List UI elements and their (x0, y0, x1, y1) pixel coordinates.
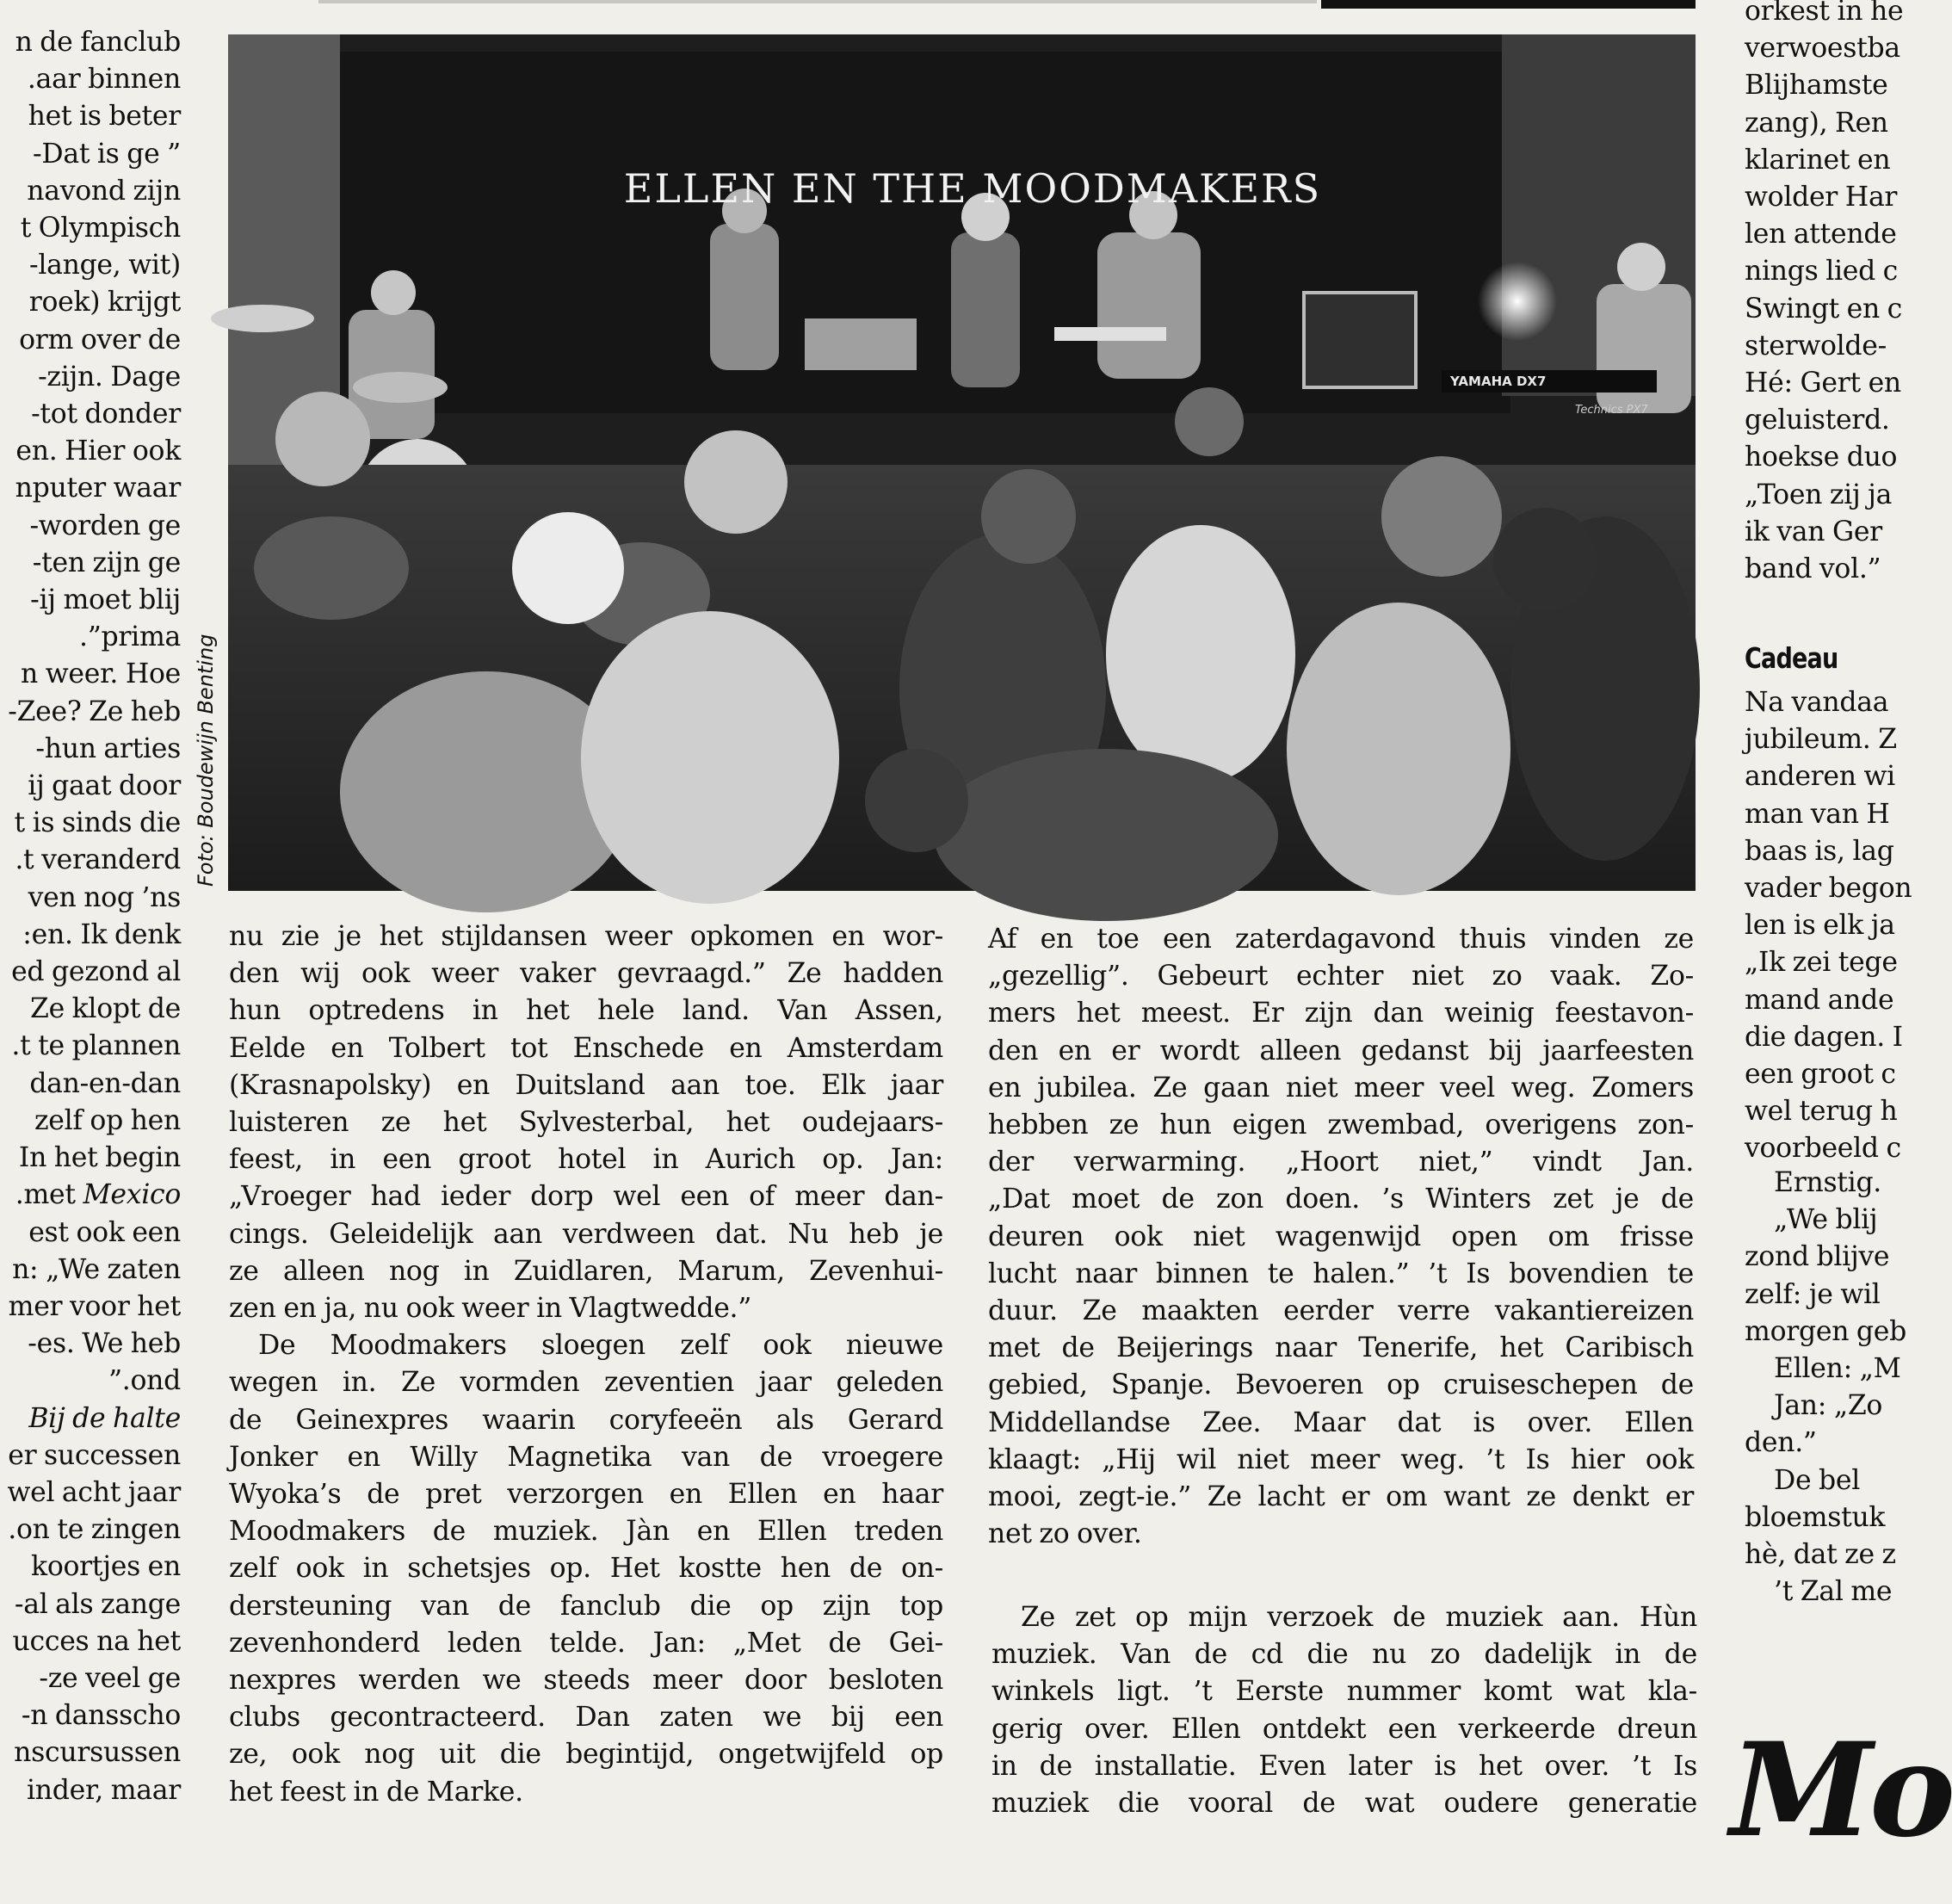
left-column-line: (lange, wit- (28, 250, 181, 281)
left-column-line: n weer. Hoe (21, 658, 181, 690)
right-column-bottom-line: jubileum. Z (1745, 724, 1897, 756)
middle-column-3-line: in de installatie. Even later is het over. ’t Is (991, 1750, 1697, 1782)
middle-column-1-line: zelf ook in schetsjes op. Het kostte hen de on- (229, 1553, 943, 1585)
middle-column-1-line: zen en ja, nu ook weer in Vlagtwedde.” (229, 1293, 752, 1325)
middle-column-2-line: net zo over. (988, 1518, 1142, 1550)
middle-column-3-line: gerig over. Ellen ontdekt een verkeerde dreun (991, 1713, 1697, 1745)
right-column-bottom2-line: bloemstuk (1745, 1501, 1886, 1533)
middle-column-2-line: hebben ze hun eigen zwembad, overigens zon- (988, 1110, 1694, 1141)
middle-column-1-line: ze alleen nog in Zuidlaren, Marum, Zevenhui- (229, 1255, 943, 1287)
middle-column-1-line: Wyoka’s de pret verzorgen en Ellen en haar (229, 1479, 943, 1511)
left-column-line: aar binnen. (27, 64, 181, 96)
right-column-bottom2-line: morgen geb (1745, 1315, 1906, 1347)
left-column-line: ij gaat door (28, 770, 181, 802)
middle-column-2-line: duur. Ze maakten eerder verre vakantiereizen (988, 1295, 1694, 1327)
right-column-bottom-line: mand ande (1745, 984, 1894, 1016)
middle-column-1-line: nu zie je het stijldansen weer opkomen en wor- (229, 921, 943, 952)
left-column-line: t is sinds die (14, 807, 181, 839)
left-column-line: Ze klopt de (29, 993, 181, 1025)
right-column-bottom2-line: „We blij (1774, 1204, 1878, 1236)
right-column-bottom2-line: zelf: je wil (1745, 1278, 1881, 1310)
middle-column-3-line: Ze zet op mijn verzoek de muziek aan. Hùn (1021, 1602, 1697, 1633)
left-column-line: t te plannen. (11, 1030, 181, 1062)
middle-column-1-line: den wij ook weer vaker gevraagd.” Ze hadden (229, 958, 943, 990)
right-column-bottom2-line: De bel (1774, 1464, 1860, 1496)
right-column-bottom-line: voorbeeld c (1745, 1133, 1901, 1165)
left-column-line: tot donder- (31, 399, 181, 430)
left-column-line: zijn. Dage- (38, 361, 181, 393)
middle-column-3-line: muziek die vooral de wat oudere generatie (991, 1788, 1697, 1820)
left-column-line: ond.” (108, 1365, 181, 1397)
middle-column-1-line: zevenhonderd leden telde. Jan: „Met de Gei- (229, 1627, 943, 1659)
left-column-line: inder, maar (27, 1774, 181, 1806)
left-column-line: worden ge- (29, 510, 181, 541)
middle-column-2 (988, 921, 1694, 1553)
right-column-top-line: orkest in he (1745, 0, 1904, 27)
right-column-top-line: nings lied c (1745, 256, 1899, 287)
section-heading-cadeau: Cadeau (1745, 641, 1838, 675)
left-column-line: al als zange- (14, 1588, 181, 1620)
right-column-bottom-line: Na vandaa (1745, 687, 1889, 718)
middle-column-1-line: wegen in. Ze vormden zeventien jaar geleden (229, 1367, 943, 1399)
band-photo (228, 34, 1696, 891)
middle-column-3-line: winkels ligt. ’t Eerste nummer komt wat kla- (991, 1676, 1697, 1708)
right-column-top-line: klarinet en (1745, 144, 1891, 176)
middle-column-1-line: clubs gecontracteerd. Dan zaten we bij een (229, 1702, 943, 1734)
middle-column-1-line: de Geinexpres waarin coryfeeën als Gerard (229, 1404, 943, 1436)
middle-column-1-line: cings. Geleidelijk aan verdween dat. Nu heb je (229, 1218, 943, 1250)
left-column-line: ucces na het (12, 1625, 181, 1657)
left-column-line: ten zijn ge- (32, 547, 181, 578)
left-column-line: en. Ik denk: (22, 918, 181, 950)
left-column-line: Bij de halte (28, 1402, 181, 1434)
keyboard-label-2: Technics PX7 (1575, 404, 1648, 417)
middle-column-1-line: De Moodmakers sloegen zelf ook nieuwe (258, 1330, 943, 1362)
right-column-top-line: geluisterd. (1745, 405, 1890, 436)
right-column-top-line: hoekse duo (1745, 442, 1898, 473)
middle-column-2-line: klaagt: „Hij wil niet meer weg. ’t Is hier ook (988, 1443, 1694, 1475)
middle-column-2-line: mers het meest. Er zijn dan weinig feestavon- (988, 998, 1694, 1029)
right-column-top-line: band vol.” (1745, 553, 1881, 585)
left-column-line: In het begin (18, 1142, 181, 1174)
top-rule (318, 0, 1317, 3)
right-column-bottom-line: wel terug h (1745, 1096, 1898, 1128)
left-column-line: n dansscho- (21, 1700, 181, 1732)
left-column (0, 24, 181, 1809)
left-column-line: ed gezond al (11, 956, 181, 988)
right-column-bottom2-line: hè, dat ze z (1745, 1539, 1896, 1571)
middle-column-1-line: (Krasnapolsky) en Duitsland aan toe. Elk jaar (229, 1069, 943, 1101)
right-column-top-line: len attende (1745, 219, 1897, 250)
middle-column-2-line: met de Beijerings naar Tenerife, het Caribisch (988, 1332, 1694, 1364)
middle-column-1-line: Eelde en Tolbert tot Enschede en Amsterdam (229, 1032, 943, 1064)
left-column-line: prima”. (79, 621, 181, 653)
middle-column-1-line: Moodmakers de muziek. Jàn en Ellen treden (229, 1516, 943, 1548)
photo-credit: Foto: Boudewijn Benting (194, 634, 218, 887)
left-column-line: es. We heb- (28, 1328, 181, 1360)
right-column-bottom-line: len is elk ja (1745, 910, 1895, 942)
left-column-line: het is beter (28, 101, 181, 133)
right-column-bottom-line: man van H (1745, 798, 1890, 830)
right-column-bottom2-line: zond blijve (1745, 1241, 1890, 1273)
photo-banner-text: ELLEN EN THE MOODMAKERS (623, 165, 1322, 212)
right-column-bottom2-line: ’t Zal me (1774, 1576, 1893, 1608)
left-column-line: nputer waar (15, 473, 181, 504)
left-column-line: ij moet blij- (30, 584, 181, 616)
middle-column-2-line: „Dat moet de zon doen. ’s Winters zet je de (988, 1184, 1694, 1215)
right-column-bottom2-line: Jan: „Zo (1774, 1390, 1883, 1422)
middle-column-3 (991, 1599, 1697, 1822)
left-column-line: t Olympisch (20, 213, 181, 244)
right-column-top-line: verwoestba (1745, 33, 1900, 65)
top-black-bar (1321, 0, 1696, 9)
left-column-line: nscursussen (14, 1737, 181, 1769)
right-column-bottom-line: baas is, lag (1745, 835, 1894, 867)
middle-column-2-line: den en er wordt alleen gedanst bij jaarfeesten (988, 1035, 1694, 1066)
left-column-line: dan-en-dan (29, 1067, 181, 1099)
middle-column-1-line: Jonker en Willy Magnetika van de vroegere (229, 1441, 943, 1473)
middle-column-1-line: het feest in de Marke. (229, 1776, 523, 1808)
right-column-top-line: wolder Har (1745, 182, 1898, 213)
right-column-bottom-2 (1745, 1165, 1912, 1610)
right-column-bottom2-line: Ellen: „M (1774, 1353, 1901, 1385)
left-column-line: t veranderd. (15, 844, 181, 876)
middle-column-2-line: deuren ook niet wagenwijd open om frisse (988, 1221, 1694, 1252)
middle-column-1-line: ze, ook nog uit die begintijd, ongetwijfeld op (229, 1739, 943, 1771)
left-column-line: n: „We zaten (12, 1253, 181, 1285)
right-column-top-line: sterwolde- (1745, 330, 1887, 362)
right-column-bottom-line: die dagen. I (1745, 1021, 1903, 1053)
left-column-line: mer voor het (8, 1290, 181, 1322)
right-column-top-line: „Toen zij ja (1745, 479, 1893, 510)
left-column-line: Zee? Ze heb- (8, 695, 181, 727)
left-column-line: ven nog ’ns (28, 881, 181, 913)
middle-column-1-line: luisteren ze het Sylvesterbal, het oudejaars- (229, 1107, 943, 1139)
middle-column-2-line: en jubilea. Ze gaan niet meer veel weg. Zomers (988, 1072, 1694, 1103)
left-column-line: navond zijn (27, 175, 181, 207)
right-column-top-line: Hé: Gert en (1745, 368, 1901, 399)
left-column-line: n de fanclub (15, 27, 181, 58)
middle-column-1-line: nexpres werden we steeds meer door besloten (229, 1665, 943, 1697)
left-column-line: ” Dat is ge- (33, 138, 181, 170)
left-column-line: zelf op hen (34, 1104, 181, 1136)
left-column-line: er successen (8, 1439, 181, 1471)
right-column-top-line: ik van Ger (1745, 516, 1882, 547)
right-column-bottom-line: anderen wi (1745, 761, 1895, 793)
right-column-bottom2-line: den.” (1745, 1427, 1817, 1459)
left-column-line: ze veel ge- (39, 1662, 181, 1694)
left-column-line: en. Hier ook (15, 436, 181, 467)
left-column-line: wel acht jaar (7, 1476, 181, 1508)
left-column-line: roek) krijgt (28, 287, 181, 318)
left-column-line: est ook een (28, 1216, 181, 1248)
right-column-bottom-line: „Ik zei tege (1745, 947, 1898, 979)
right-column-top-line: Blijhamste (1745, 70, 1888, 102)
middle-column-2-line: Middellandse Zee. Maar dat is over. Ellen (988, 1406, 1694, 1438)
left-column-line: orm over de (19, 324, 181, 355)
middle-column-2-line: gebied, Spanje. Bevoeren op cruiseschepen de (988, 1369, 1694, 1401)
right-column-bottom-line: vader begon (1745, 873, 1912, 905)
right-column-bottom-line: een groot c (1745, 1059, 1896, 1091)
right-column-top-line: Swingt en c (1745, 293, 1903, 325)
middle-column-2-line: „gezellig”. Gebeurt echter niet zo vaak. Zo- (988, 961, 1694, 992)
middle-column-2-line: lucht naar binnen te halen.” ’t Is bovendien te (988, 1258, 1694, 1289)
right-column-top (1745, 0, 1912, 588)
middle-column-2-line: mooi, zegt-ie.” Ze lacht er om want ze denkt er (988, 1481, 1694, 1513)
middle-column-3-line: muziek. Van de cd die nu zo dadelijk in de (991, 1639, 1697, 1671)
right-column-top-line: zang), Ren (1745, 107, 1888, 139)
left-column-line: koortjes en (31, 1551, 181, 1583)
middle-column-2-line: Af en toe een zaterdagavond thuis vinden ze (988, 924, 1694, 955)
left-column-line: on te zingen. (8, 1514, 181, 1546)
middle-column-2-line: der verwarming. „Hoort niet,” vindt Jan. (988, 1147, 1694, 1178)
right-column-bottom (1745, 684, 1912, 1168)
middle-column-1-line: hun optredens in het hele land. Van Assen, (229, 995, 943, 1027)
right-column-bottom2-line: Ernstig. (1774, 1167, 1882, 1198)
middle-column-1 (229, 918, 943, 1811)
left-column-line: hun arties- (35, 733, 181, 764)
middle-column-1-line: „Vroeger had ieder dorp wel een of meer dan- (229, 1181, 943, 1213)
headline-fragment: Mo (1730, 1715, 1952, 1866)
middle-column-1-line: dersteuning van de fanclub die op zijn top (229, 1590, 943, 1622)
keyboard-label-1: YAMAHA DX7 (1450, 374, 1547, 389)
middle-column-1-line: feest, in een groot hotel in Aurich op. Jan: (229, 1144, 943, 1176)
left-column-line: met Mexico. (15, 1179, 181, 1211)
